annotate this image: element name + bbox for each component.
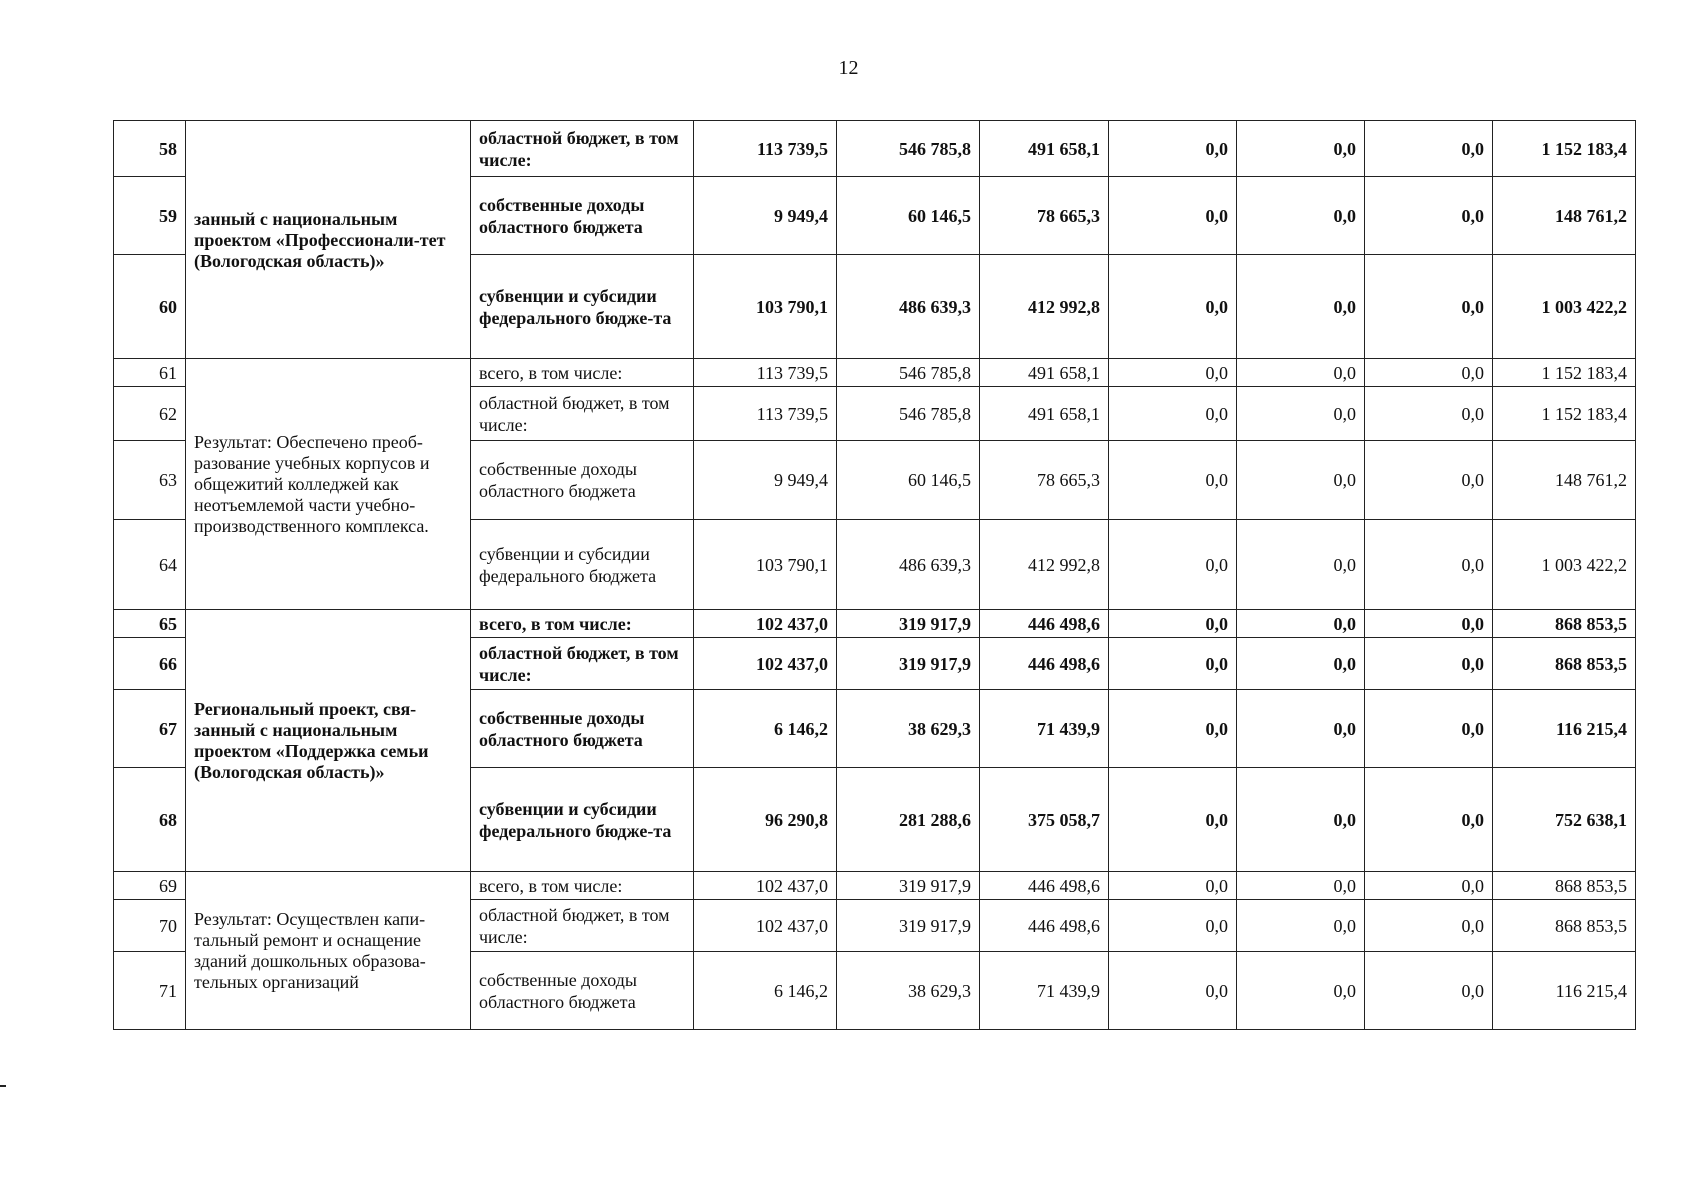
value-cell: 1 152 183,4 — [1493, 121, 1636, 177]
value-cell: 0,0 — [1237, 900, 1365, 952]
value-cell: 0,0 — [1365, 121, 1493, 177]
value-cell: 281 288,6 — [837, 768, 980, 872]
funding-source: собственные доходы областного бюджета — [471, 441, 694, 520]
value-cell: 868 853,5 — [1493, 638, 1636, 690]
scan-edge-mark — [0, 1085, 6, 1087]
row-number: 62 — [114, 387, 186, 441]
value-cell: 113 739,5 — [694, 121, 837, 177]
value-cell: 0,0 — [1365, 952, 1493, 1030]
funding-source: собственные доходы областного бюджета — [471, 952, 694, 1030]
value-cell: 103 790,1 — [694, 520, 837, 610]
row-number: 66 — [114, 638, 186, 690]
value-cell: 1 003 422,2 — [1493, 255, 1636, 359]
value-cell: 103 790,1 — [694, 255, 837, 359]
value-cell: 486 639,3 — [837, 520, 980, 610]
row-number: 60 — [114, 255, 186, 359]
funding-source: всего, в том числе: — [471, 359, 694, 387]
funding-source: собственные доходы областного бюджета — [471, 177, 694, 255]
value-cell: 9 949,4 — [694, 177, 837, 255]
value-cell: 319 917,9 — [837, 638, 980, 690]
group-name: занный с национальным проектом «Профессионали-тет (Вологодская область)» — [186, 121, 471, 359]
value-cell: 0,0 — [1365, 768, 1493, 872]
value-cell: 0,0 — [1365, 690, 1493, 768]
value-cell: 446 498,6 — [980, 900, 1109, 952]
value-cell: 113 739,5 — [694, 359, 837, 387]
table-row — [114, 121, 1636, 177]
value-cell: 0,0 — [1109, 359, 1237, 387]
value-cell: 0,0 — [1365, 441, 1493, 520]
value-cell: 868 853,5 — [1493, 610, 1636, 638]
funding-source: областной бюджет, в том числе: — [471, 900, 694, 952]
value-cell: 491 658,1 — [980, 387, 1109, 441]
value-cell: 38 629,3 — [837, 952, 980, 1030]
value-cell: 446 498,6 — [980, 638, 1109, 690]
value-cell: 9 949,4 — [694, 441, 837, 520]
group-name: Региональный проект, свя-занный с национальным проектом «Поддержка семьи (Вологодская область)» — [186, 610, 471, 872]
row-number: 59 — [114, 177, 186, 255]
table-row — [114, 872, 1636, 900]
value-cell: 102 437,0 — [694, 638, 837, 690]
value-cell: 0,0 — [1109, 177, 1237, 255]
value-cell: 113 739,5 — [694, 387, 837, 441]
value-cell: 868 853,5 — [1493, 872, 1636, 900]
value-cell: 446 498,6 — [980, 610, 1109, 638]
value-cell: 0,0 — [1365, 520, 1493, 610]
value-cell: 0,0 — [1109, 441, 1237, 520]
funding-source: собственные доходы областного бюджета — [471, 690, 694, 768]
value-cell: 71 439,9 — [980, 952, 1109, 1030]
value-cell: 0,0 — [1109, 690, 1237, 768]
funding-source: всего, в том числе: — [471, 872, 694, 900]
value-cell: 0,0 — [1237, 387, 1365, 441]
value-cell: 0,0 — [1237, 359, 1365, 387]
budget-table — [113, 120, 1636, 1030]
value-cell: 96 290,8 — [694, 768, 837, 872]
value-cell: 0,0 — [1237, 952, 1365, 1030]
row-number: 65 — [114, 610, 186, 638]
value-cell: 148 761,2 — [1493, 177, 1636, 255]
value-cell: 0,0 — [1109, 952, 1237, 1030]
value-cell: 319 917,9 — [837, 872, 980, 900]
value-cell: 0,0 — [1109, 520, 1237, 610]
value-cell: 78 665,3 — [980, 177, 1109, 255]
value-cell: 375 058,7 — [980, 768, 1109, 872]
value-cell: 0,0 — [1109, 900, 1237, 952]
page-number: 12 — [838, 57, 859, 79]
value-cell: 38 629,3 — [837, 690, 980, 768]
value-cell: 0,0 — [1365, 359, 1493, 387]
value-cell: 0,0 — [1237, 177, 1365, 255]
value-cell: 0,0 — [1109, 387, 1237, 441]
value-cell: 102 437,0 — [694, 610, 837, 638]
value-cell: 102 437,0 — [694, 872, 837, 900]
funding-source: областной бюджет, в том числе: — [471, 638, 694, 690]
value-cell: 0,0 — [1109, 638, 1237, 690]
value-cell: 60 146,5 — [837, 441, 980, 520]
value-cell: 0,0 — [1365, 387, 1493, 441]
value-cell: 868 853,5 — [1493, 900, 1636, 952]
value-cell: 0,0 — [1237, 255, 1365, 359]
row-number: 63 — [114, 441, 186, 520]
table-row — [114, 359, 1636, 387]
funding-source: областной бюджет, в том числе: — [471, 387, 694, 441]
value-cell: 486 639,3 — [837, 255, 980, 359]
group-name: Результат: Обеспечено преоб-разование учебных корпусов и общежитий колледжей как неотъемлемой части учебно-производственного комплекса. — [186, 359, 471, 610]
value-cell: 1 152 183,4 — [1493, 387, 1636, 441]
value-cell: 1 152 183,4 — [1493, 359, 1636, 387]
value-cell: 0,0 — [1109, 255, 1237, 359]
value-cell: 0,0 — [1109, 768, 1237, 872]
row-number: 71 — [114, 952, 186, 1030]
row-number: 69 — [114, 872, 186, 900]
value-cell: 6 146,2 — [694, 690, 837, 768]
funding-source: всего, в том числе: — [471, 610, 694, 638]
value-cell: 752 638,1 — [1493, 768, 1636, 872]
value-cell: 491 658,1 — [980, 359, 1109, 387]
value-cell: 0,0 — [1109, 121, 1237, 177]
table-body — [114, 121, 1636, 1030]
value-cell: 0,0 — [1109, 872, 1237, 900]
value-cell: 491 658,1 — [980, 121, 1109, 177]
value-cell: 0,0 — [1237, 121, 1365, 177]
value-cell: 0,0 — [1365, 177, 1493, 255]
value-cell: 0,0 — [1109, 610, 1237, 638]
table-row — [114, 610, 1636, 638]
value-cell: 0,0 — [1365, 900, 1493, 952]
row-number: 67 — [114, 690, 186, 768]
row-number: 61 — [114, 359, 186, 387]
value-cell: 71 439,9 — [980, 690, 1109, 768]
value-cell: 148 761,2 — [1493, 441, 1636, 520]
value-cell: 0,0 — [1237, 610, 1365, 638]
value-cell: 546 785,8 — [837, 121, 980, 177]
value-cell: 0,0 — [1237, 638, 1365, 690]
value-cell: 446 498,6 — [980, 872, 1109, 900]
value-cell: 102 437,0 — [694, 900, 837, 952]
value-cell: 1 003 422,2 — [1493, 520, 1636, 610]
value-cell: 0,0 — [1365, 255, 1493, 359]
value-cell: 0,0 — [1237, 520, 1365, 610]
row-number: 64 — [114, 520, 186, 610]
value-cell: 0,0 — [1237, 768, 1365, 872]
value-cell: 412 992,8 — [980, 255, 1109, 359]
row-number: 70 — [114, 900, 186, 952]
value-cell: 546 785,8 — [837, 387, 980, 441]
value-cell: 116 215,4 — [1493, 952, 1636, 1030]
value-cell: 0,0 — [1365, 872, 1493, 900]
funding-source: субвенции и субсидии федерального бюджета — [471, 520, 694, 610]
group-name: Результат: Осуществлен капи-тальный ремонт и оснащение зданий дошкольных образова-тельных организаций — [186, 872, 471, 1030]
row-number: 68 — [114, 768, 186, 872]
value-cell: 412 992,8 — [980, 520, 1109, 610]
value-cell: 60 146,5 — [837, 177, 980, 255]
value-cell: 0,0 — [1365, 638, 1493, 690]
value-cell: 546 785,8 — [837, 359, 980, 387]
value-cell: 0,0 — [1237, 441, 1365, 520]
value-cell: 78 665,3 — [980, 441, 1109, 520]
value-cell: 6 146,2 — [694, 952, 837, 1030]
value-cell: 116 215,4 — [1493, 690, 1636, 768]
value-cell: 0,0 — [1237, 872, 1365, 900]
funding-source: субвенции и субсидии федерального бюдже-та — [471, 255, 694, 359]
value-cell: 0,0 — [1365, 610, 1493, 638]
funding-source: субвенции и субсидии федерального бюдже-та — [471, 768, 694, 872]
row-number: 58 — [114, 121, 186, 177]
value-cell: 0,0 — [1237, 690, 1365, 768]
value-cell: 319 917,9 — [837, 900, 980, 952]
funding-source: областной бюджет, в том числе: — [471, 121, 694, 177]
value-cell: 319 917,9 — [837, 610, 980, 638]
